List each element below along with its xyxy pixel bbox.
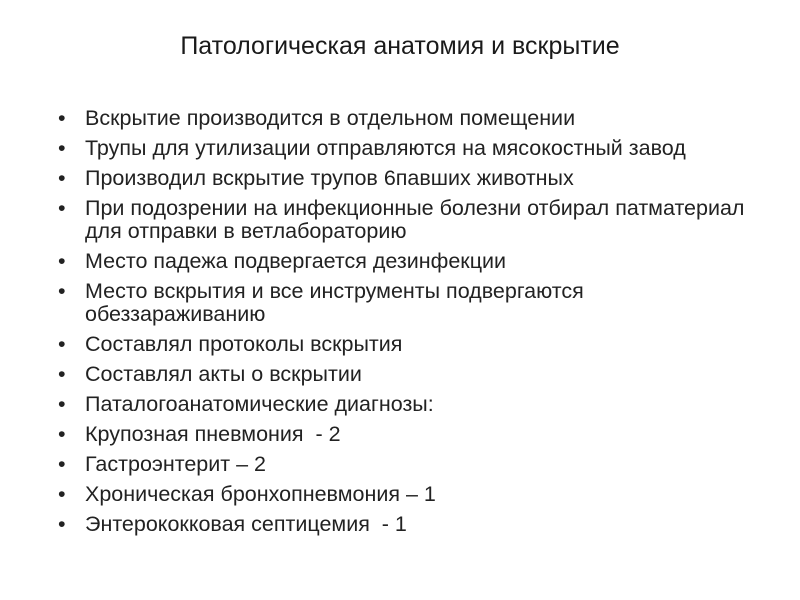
list-item bbox=[52, 250, 762, 273]
bullet-icon: • bbox=[58, 452, 66, 476]
list-item-text: Энтерококковая септицемия - 1 bbox=[85, 512, 407, 536]
bullet-icon: • bbox=[58, 422, 66, 446]
bullet-icon: • bbox=[58, 512, 66, 536]
list-item bbox=[52, 363, 762, 386]
bullet-icon: • bbox=[58, 482, 66, 506]
list-item-text: Гастроэнтерит – 2 bbox=[85, 452, 266, 476]
bullet-icon: • bbox=[58, 279, 66, 303]
list-item bbox=[52, 167, 762, 190]
list-item-text: Крупозная пневмония - 2 bbox=[85, 422, 341, 446]
bullet-icon: • bbox=[58, 362, 66, 386]
list-item-text: При подозрении на инфекционные болезни отбирал патматериал для отправки в ветлабораторию bbox=[85, 196, 745, 243]
bullet-icon: • bbox=[58, 136, 66, 160]
bullet-icon: • bbox=[58, 392, 66, 416]
list-item bbox=[52, 423, 762, 446]
bullet-icon: • bbox=[58, 166, 66, 190]
bullet-icon: • bbox=[58, 196, 66, 220]
bullet-list bbox=[52, 107, 762, 543]
list-item-text: Производил вскрытие трупов 6павших животных bbox=[85, 166, 574, 190]
list-item bbox=[52, 137, 762, 160]
list-item bbox=[52, 197, 762, 243]
list-item bbox=[52, 107, 762, 130]
list-item bbox=[52, 393, 762, 416]
list-item-text: Составлял протоколы вскрытия bbox=[85, 332, 403, 356]
list-item-text: Вскрытие производится в отдельном помещении bbox=[85, 106, 576, 130]
list-item-text: Составлял акты о вскрытии bbox=[85, 362, 362, 386]
list-item bbox=[52, 453, 762, 476]
bullet-icon: • bbox=[58, 332, 66, 356]
bullet-icon: • bbox=[58, 249, 66, 273]
bullet-icon: • bbox=[58, 106, 66, 130]
list-item bbox=[52, 513, 762, 536]
list-item bbox=[52, 333, 762, 356]
list-item-text: Паталогоанатомические диагнозы: bbox=[85, 392, 434, 416]
list-item bbox=[52, 483, 762, 506]
list-item-text: Хроническая бронхопневмония – 1 bbox=[85, 482, 436, 506]
list-item-text: Место вскрытия и все инструменты подвергаются обеззараживанию bbox=[85, 279, 584, 326]
list-item-text: Место падежа подвергается дезинфекции bbox=[85, 249, 507, 273]
list-item-text: Трупы для утилизации отправляются на мясокостный завод bbox=[85, 136, 686, 160]
list-item bbox=[52, 280, 762, 326]
slide-title: Патологическая анатомия и вскрытие bbox=[180, 32, 620, 60]
